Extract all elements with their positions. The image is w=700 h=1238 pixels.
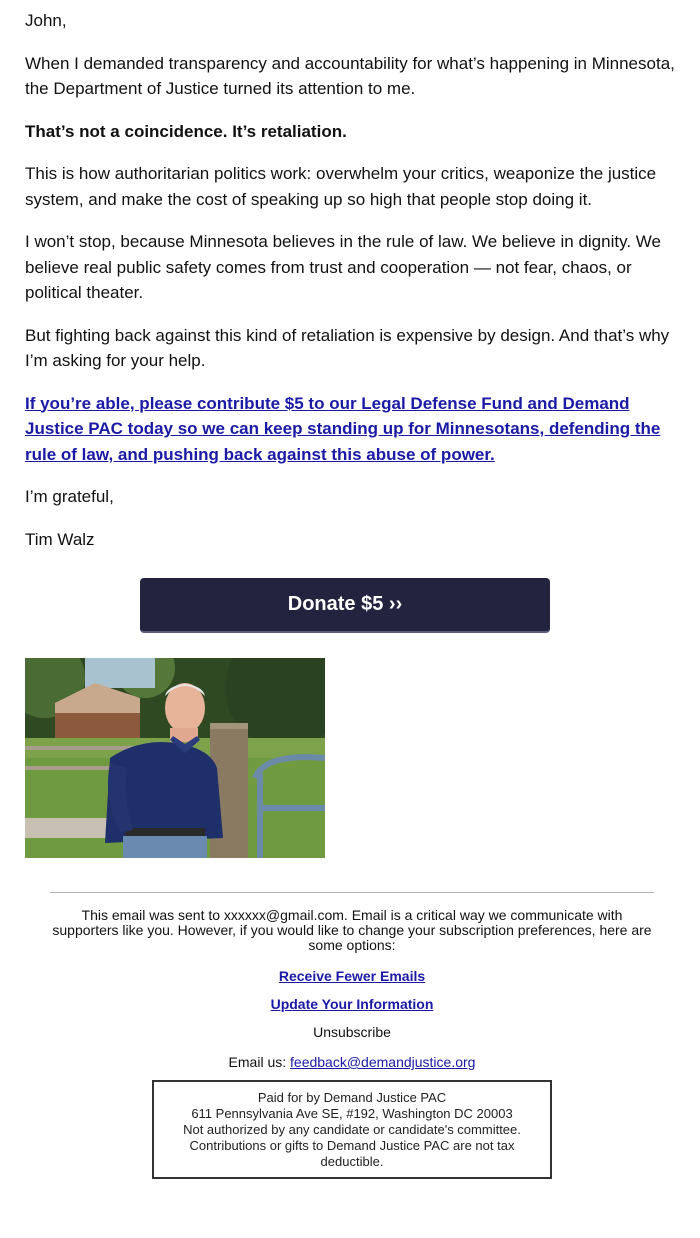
disclaimer-line-1: Paid for by Demand Justice PAC: [257, 1090, 447, 1105]
paragraph-2-bold: That’s not a coincidence. It’s retaliation.: [25, 121, 347, 141]
feedback-email-link[interactable]: feedback@demandjustice.org: [290, 1054, 476, 1070]
paragraph-5: But fighting back against this kind of retaliation is expensive by design. And that’s why I’m asking for your help.: [25, 325, 670, 370]
closing: I’m grateful,: [25, 487, 114, 506]
paragraph-3: This is how authoritarian politics work: overwhelm your critics, weaponize the justice system, and make the cost of speaking up so high that people stop doing it.: [25, 164, 657, 209]
contribute-link[interactable]: If you’re able, please contribute $5 to our Legal Defense Fund and Demand Justice PAC today so we can keep standing up for Minnesotans, defending the rule of law, and pushing back against this abuse of power.: [25, 393, 661, 464]
paid-for-disclaimer: [152, 1080, 552, 1179]
disclaimer-line-4: Contributions or gifts to Demand Justice PAC are not tax deductible.: [189, 1138, 515, 1169]
unsubscribe-link[interactable]: Unsubscribe: [313, 1024, 391, 1040]
greeting: John,: [25, 11, 67, 30]
email-footer: [50, 892, 654, 1179]
candidate-photo[interactable]: [25, 658, 325, 858]
disclaimer-line-3: Not authorized by any candidate or candidate's committee.: [183, 1122, 521, 1137]
letter-body: [25, 0, 680, 552]
paragraph-1: When I demanded transparency and accountability for what’s happening in Minnesota, the Department of Justice turned its attention to me.: [25, 53, 675, 98]
paragraph-4: I won’t stop, because Minnesota believes in the rule of law. We believe in dignity. We believe real public safety comes from trust and cooperation — not fear, chaos, or political theater.: [25, 232, 661, 302]
disclaimer-line-2: 611 Pennsylvania Ave SE, #192, Washington DC 20003: [191, 1106, 513, 1121]
receive-fewer-emails-link[interactable]: Receive Fewer Emails: [278, 968, 426, 984]
donate-area: [25, 578, 680, 633]
subscription-notice: This email was sent to xxxxxx@gmail.com. Email is a critical way we communicate with supporters like you. However, if you would like to change your subscription preferences, here are some options:: [52, 907, 652, 953]
email-us-line: [50, 1055, 654, 1070]
photo-illustration: [25, 658, 325, 858]
signature: Tim Walz: [25, 529, 95, 549]
donate-button[interactable]: Donate $5 ››: [140, 578, 550, 633]
update-information-link[interactable]: Update Your Information: [270, 996, 434, 1012]
email-us-label: Email us:: [228, 1054, 287, 1070]
